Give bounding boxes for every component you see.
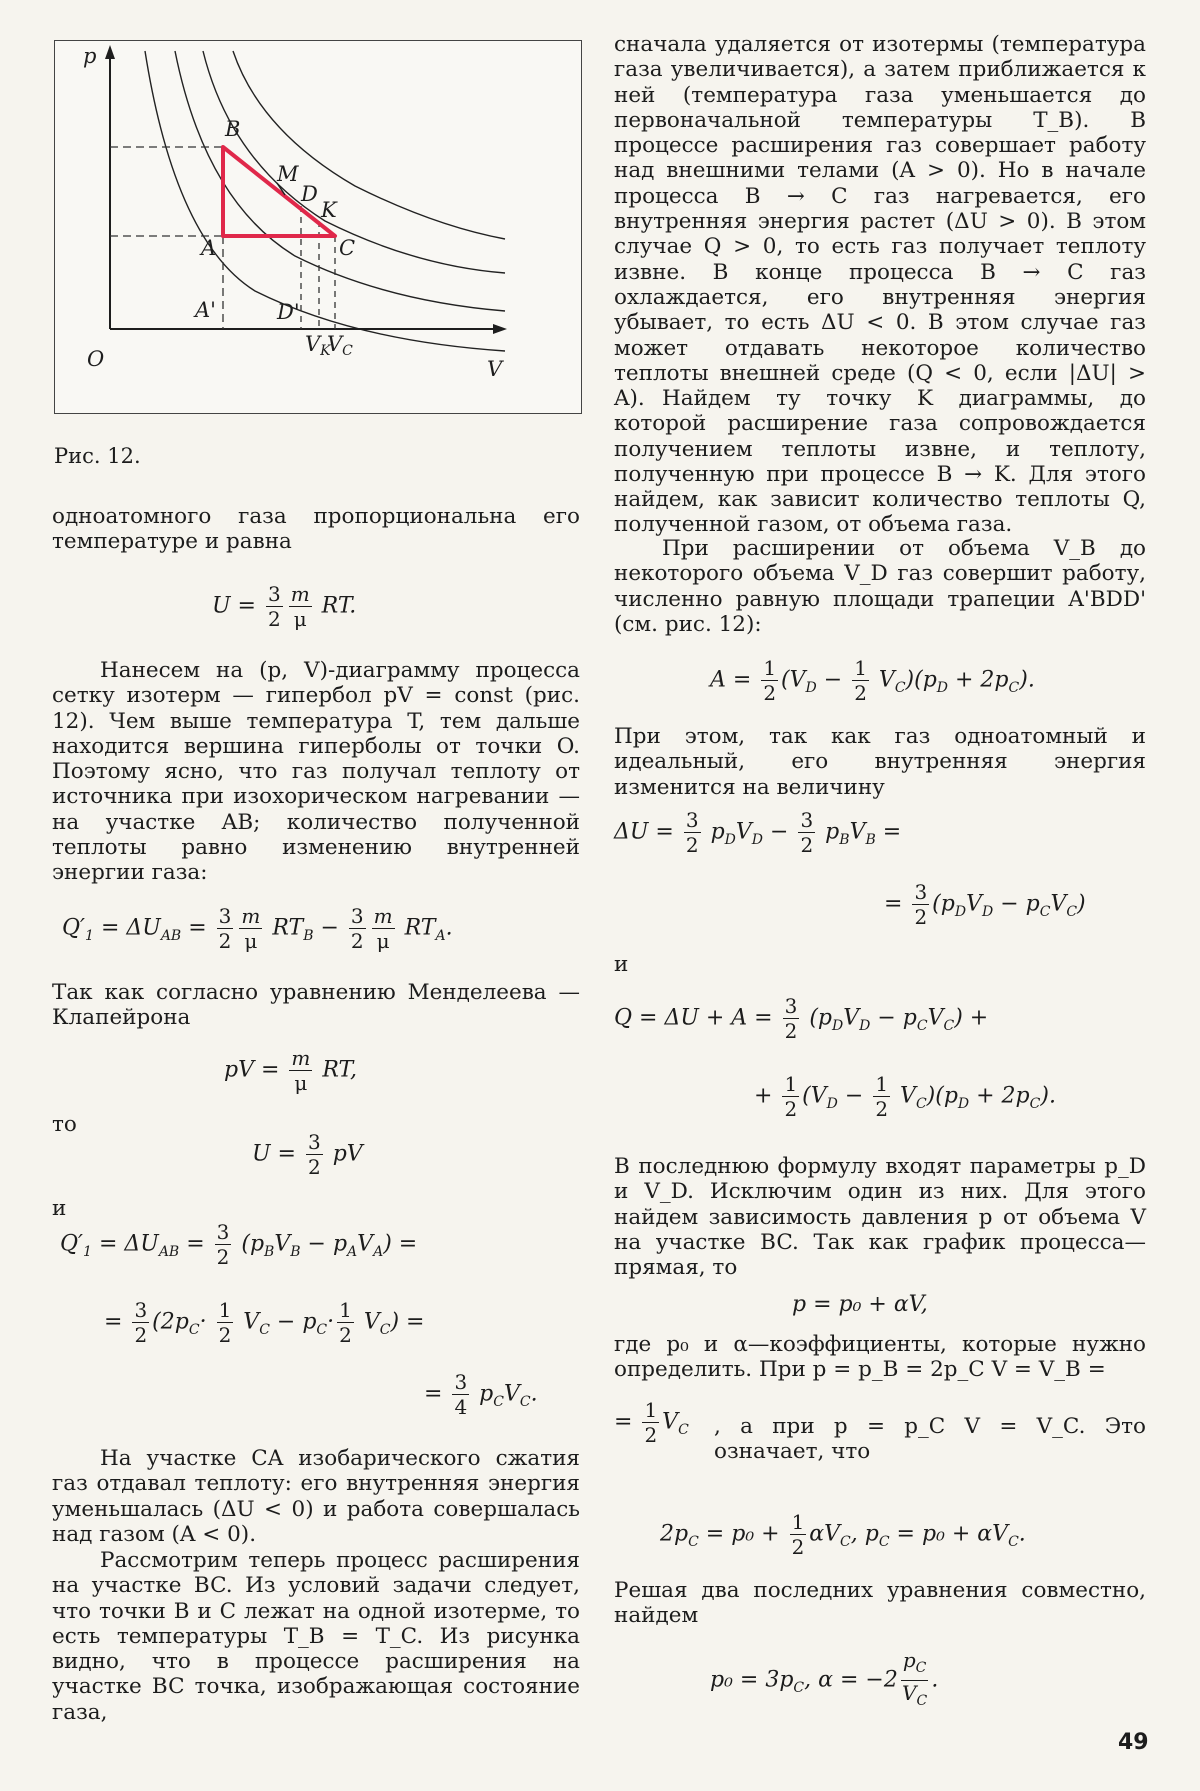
equation-du-result: = $\frac{3}{2}$ $(p_DV_D - p_CV_C)$ xyxy=(884,880,1086,929)
right-paragraph-2: Найдем ту точку K диаграммы, до которой расширение газа сопровождается получением теплоты извне, и теплоту, полученную при процессе B → K. Для этого найдем, как зависит количество теплоты Q, полученной газом, от объема газа. xyxy=(614,386,1146,538)
isotherm-4 xyxy=(233,51,505,239)
label-d-prime: D' xyxy=(277,300,300,324)
label-m: M xyxy=(277,162,299,186)
equation-q: Q = ΔU + A = $\frac{3}{2}$ $(p_DV_D - p_CV_C)$ + xyxy=(614,994,989,1043)
equation-line: p = p₀ + αV, xyxy=(792,1292,928,1317)
right-paragraph-4: При этом, так как газ одноатомный и идеальный, его внутренняя энергия изменится на величину xyxy=(614,724,1146,800)
equation-q1-pv: $Q'_1 = \Delta U_{AB}$ = $\frac{3}{2}$ $(p_BV_B - p_AV_A)$ = xyxy=(60,1220,418,1269)
equation-mendeleev: pV = $\frac{m}{\mu}$ RT, xyxy=(224,1046,357,1095)
left-paragraph-1: одноатомного газа пропорциональна его температуре и равна xyxy=(52,504,580,555)
label-vc: VC xyxy=(327,332,353,359)
left-word-i: и xyxy=(52,1196,67,1221)
label-a-prime: A' xyxy=(195,298,216,322)
left-word-to: то xyxy=(52,1112,77,1137)
label-p: p xyxy=(83,44,97,68)
equation-q1-subst: = $\frac{3}{2}$ ($2p_C\cdot$ $\frac{1}{2}$ $V_C - p_C\cdot$ $\frac{1}{2}$ $V_C$) = xyxy=(104,1298,425,1347)
equation-du: ΔU = $\frac{3}{2}$ $p_DV_D$ − $\frac{3}{2}$ $p_BV_B$ = xyxy=(614,808,902,857)
label-vk: VK xyxy=(305,332,331,359)
equation-u: U = $\frac{3}{2}$ $\frac{m}{\mu}$ RT. xyxy=(212,582,357,631)
right-paragraph-7: Решая два последних уравнения совместно, найдем xyxy=(614,1578,1146,1629)
right-paragraph-6b: , а при p = p_C V = V_C. Это означает, что xyxy=(714,1414,1146,1465)
label-k: K xyxy=(321,198,337,222)
label-a: A xyxy=(201,236,217,260)
label-b: B xyxy=(225,117,241,141)
pv-diagram-svg xyxy=(55,41,581,413)
label-origin: O xyxy=(87,347,105,371)
label-d: D xyxy=(301,182,318,206)
left-paragraph-3: Так как согласно уравнению Менделеева — Клапейрона xyxy=(52,980,580,1031)
right-paragraph-6a: где p₀ и α—коэффициенты, которые нужно определить. При p = p_B = 2p_C V = V_B = xyxy=(614,1332,1146,1383)
figure-pv-diagram xyxy=(54,40,582,414)
equation-q1-temperature: $Q'_1 = \Delta U_{AB}$ = $\frac{3}{2}$ $\frac{m}{\mu}$ $RT_B$ − $\frac{3}{2}$ $\frac{m}{\mu}$ $RT_A$. xyxy=(62,904,453,953)
equation-solution: $p_0 = 3p_C$, α = −2 $\frac{p_C}{V_C}$ . xyxy=(710,1648,939,1709)
label-v: V xyxy=(487,357,503,381)
equation-system: $2p_C = p_0$ + $\frac{1}{2}$ $\alpha V_C$, $p_C = p_0 + \alpha V_C$. xyxy=(660,1510,1026,1559)
equation-u-pv: U = $\frac{3}{2}$ pV xyxy=(252,1130,363,1179)
equation-q1-result: = $\frac{3}{4}$ $p_CV_C$. xyxy=(424,1370,538,1419)
page-number: 49 xyxy=(1118,1730,1149,1755)
left-paragraph-4: На участке CA изобарического сжатия газ отдавал теплоту: его внутренняя энергия уменьшалась (ΔU < 0) и работа совершалась над газом (A < 0). xyxy=(52,1446,580,1547)
right-paragraph-5: В последнюю формулу входят параметры p_D и V_D. Исключим один из них. Для этого найдем зависимость давления p от объема V на участке BC. Так как график процесса—прямая, то xyxy=(614,1154,1146,1281)
left-paragraph-2: Нанесем на (p, V)-диаграмму процесса сетку изотерм — гипербол pV = const (рис. 12). Чем выше температура T, тем дальше находится вершина гиперболы от точки O. Поэтому ясно, что газ получал теплоту от источника при изохорическом нагревании — на участке AB; количество полученной теплоты равно изменению внутренней энергии газа: xyxy=(52,658,580,886)
left-paragraph-5: Рассмотрим теперь процесс расширения на участке BC. Из условий задачи следует, что точки B и C лежат на одной изотерме, то есть температуры T_B = T_C. Из рисунка видно, что в процессе расширения на участке BC точка, изображающая состояние газа, xyxy=(52,1548,580,1725)
v-axis-arrow xyxy=(493,324,507,334)
right-paragraph-3: При расширении от объема V_B до некоторого объема V_D газ совершит работу, численно равную площади трапеции A'BDD' (см. рис. 12): xyxy=(614,536,1146,637)
equation-work: A = $\frac{1}{2}$ ($V_D$ − $\frac{1}{2}$ $V_C)(p_D + 2p_C)$. xyxy=(710,656,1035,705)
figure-caption: Рис. 12. xyxy=(54,444,141,468)
right-word-i: и xyxy=(614,952,629,977)
equation-q-cont: + $\frac{1}{2}$ ($V_D$ − $\frac{1}{2}$ $V_C)(p_D + 2p_C)$. xyxy=(754,1072,1056,1121)
process-triangle-abc xyxy=(223,147,335,236)
p-axis-arrow xyxy=(105,45,115,59)
label-c: C xyxy=(339,236,356,260)
equation-vb: = $\frac{1}{2}$ $V_C$ xyxy=(614,1398,689,1447)
right-paragraph-1: сначала удаляется от изотермы (температура газа увеличивается), а затем приближается к ней (температура газа уменьшается до первоначальной температуры T_B). В процессе расширения газ совершает работу над внешними телами (A > 0). Но в начале процесса B → C газ нагревается, его внутренняя энергия растет (ΔU > 0). В этом случае Q > 0, то есть газ получает теплоту извне. В конце процесса B → C газ охлаждается, его внутренняя энергия убывает, то есть ΔU < 0. В этом случае газ может отдавать некоторое количество теплоты внешней среде (Q < 0, если |ΔU| > A). xyxy=(614,32,1146,412)
